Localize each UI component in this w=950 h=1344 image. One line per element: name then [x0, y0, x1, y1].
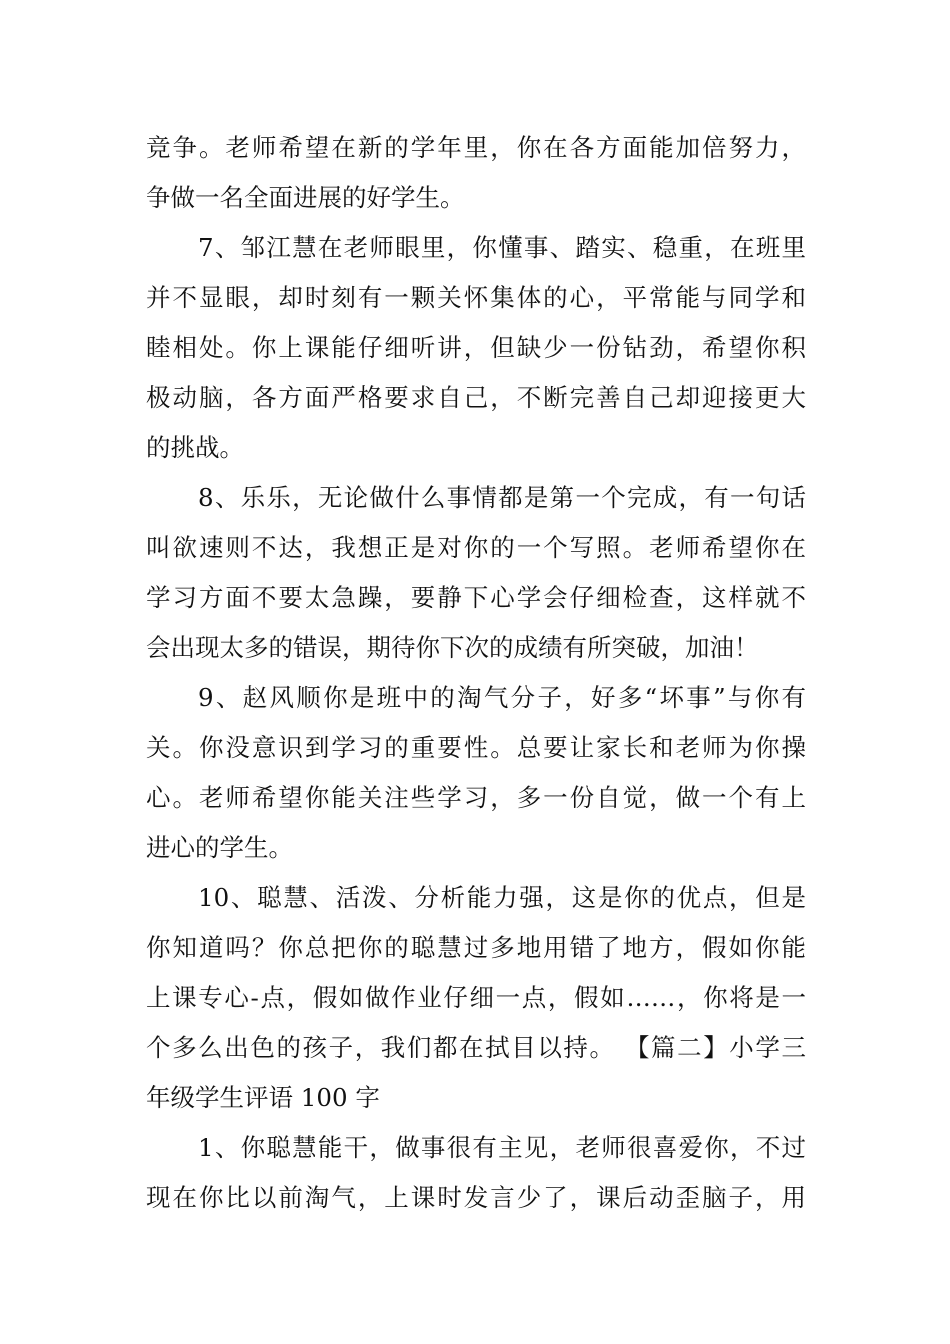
text-line: 现在你比以前淘气，上课时发言少了，课后动歪脑子，用	[146, 1183, 806, 1212]
paragraph-comment-7	[146, 223, 806, 473]
text-line: 叫欲速则不达，我想正是对你的一个写照。老师希望你在	[146, 533, 806, 562]
text-line: 关。你没意识到学习的重要性。总要让家长和老师为你操	[146, 733, 806, 762]
text-line: 上课专心-点，假如做作业仔细一点，假如……，你将是一	[146, 983, 806, 1012]
text-line: 9、赵风顺你是班中的淘气分子，好多“坏事”与你有	[198, 683, 806, 712]
text-line: 你知道吗？你总把你的聪慧过多地用错了地方，假如你能	[146, 933, 806, 962]
text-line: 的挑战。	[146, 433, 244, 462]
text-line: 会出现太多的错误，期待你下次的成绩有所突破，加油！	[146, 633, 759, 662]
text-line: 进心的学生。	[146, 833, 293, 862]
text-line: 极动脑，各方面严格要求自己，不断完善自己却迎接更大	[146, 383, 806, 412]
paragraph-comment-9	[146, 673, 806, 873]
text-line: 学习方面不要太急躁，要静下心学会仔细检查，这样就不	[146, 583, 806, 612]
paragraph-comment-8	[146, 473, 806, 673]
text-line: 个多么出色的孩子，我们都在拭目以持。 【篇二】小学三	[146, 1033, 806, 1062]
text-line: 争做一名全面进展的好学生。	[146, 183, 465, 212]
text-line: 10、聪慧、活泼、分析能力强，这是你的优点，但是	[198, 883, 806, 912]
text-line: 并不显眼，却时刻有一颗关怀集体的心，平常能与同学和	[146, 283, 806, 312]
text-line: 1、你聪慧能干，做事很有主见，老师很喜爱你，不过	[198, 1133, 806, 1162]
paragraph-comment-10	[146, 873, 806, 1123]
text-line: 8、乐乐，无论做什么事情都是第一个完成，有一句话	[198, 483, 806, 512]
paragraph-comment-1	[146, 1123, 806, 1223]
text-line: 心。老师希望你能关注些学习，多一份自觉，做一个有上	[146, 783, 806, 812]
text-line: 7、邹江慧在老师眼里，你懂事、踏实、稳重，在班里	[198, 233, 806, 262]
text-line: 年级学生评语 100 字	[146, 1083, 380, 1112]
text-line: 竞争。老师希望在新的学年里，你在各方面能加倍努力，	[146, 133, 806, 162]
paragraph-continuation	[146, 123, 806, 223]
text-line: 睦相处。你上课能仔细听讲，但缺少一份钻劲，希望你积	[146, 333, 806, 362]
